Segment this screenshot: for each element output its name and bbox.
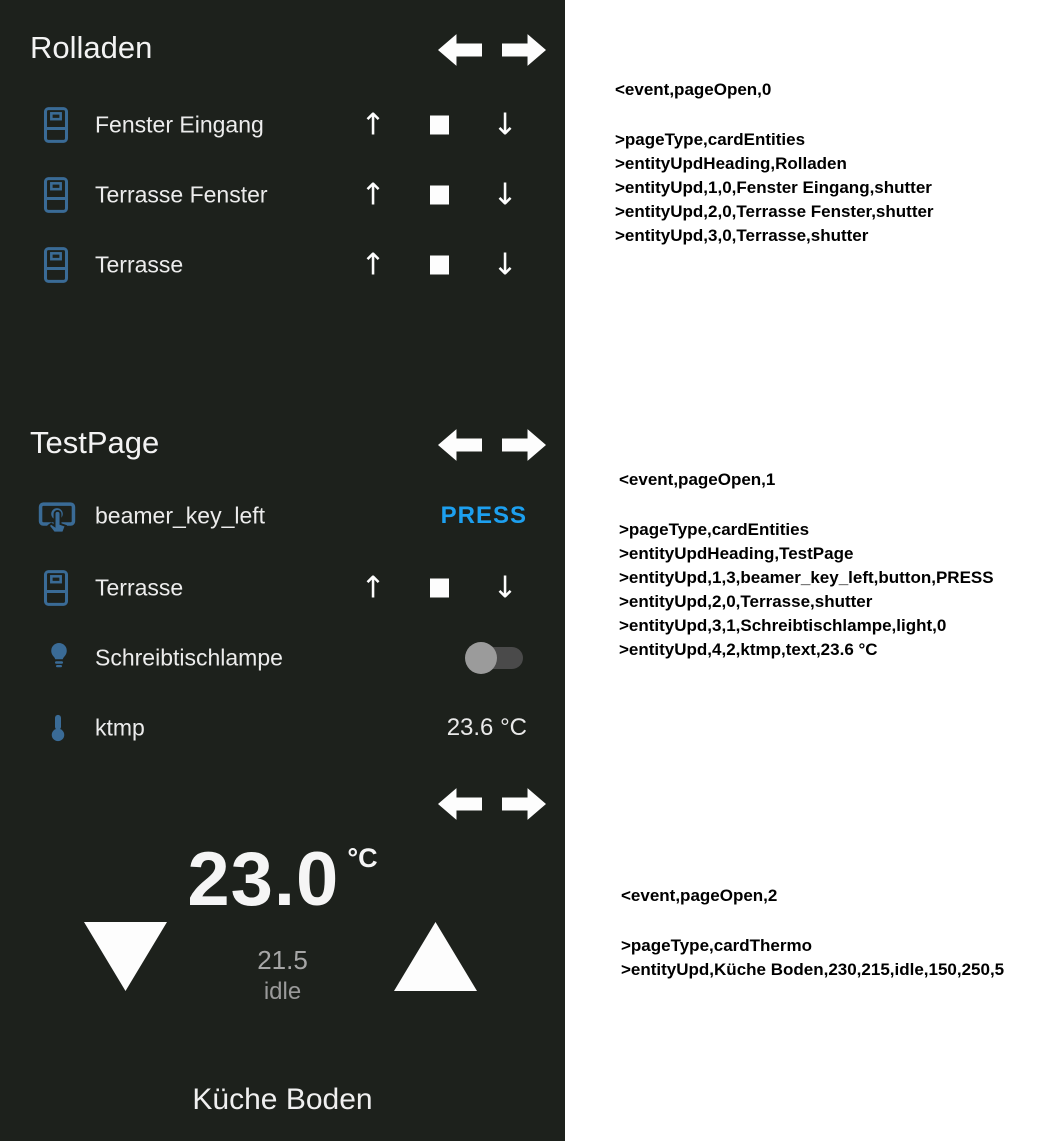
entity-label: Schreibtischlampe — [95, 644, 283, 671]
log-line: >entityUpdHeading,TestPage — [619, 544, 854, 563]
log-line: >pageType,cardThermo — [621, 936, 812, 955]
entity-label: Terrasse — [95, 574, 184, 601]
log-line: >entityUpd,3,1,Schreibtischlampe,light,0 — [619, 616, 947, 635]
shutter-down-button[interactable]: ↓ — [492, 107, 518, 143]
nav-prev-arrow-icon[interactable] — [438, 786, 482, 822]
toggle-knob — [465, 642, 497, 674]
window-shutter-icon — [42, 106, 70, 144]
log-event-line: <event,pageOpen,0 — [615, 80, 772, 99]
entity-label: Terrasse Fenster — [95, 181, 268, 208]
current-temperature-value: 23.0 — [187, 837, 340, 922]
card-thermo — [0, 770, 565, 1141]
shutter-up-button[interactable]: ↑ — [360, 107, 386, 143]
entity-row — [0, 704, 565, 752]
log-block-pageopen-2 — [621, 884, 1004, 982]
entity-label: ktmp — [95, 714, 145, 741]
log-line: >entityUpd,1,3,beamer_key_left,button,PRESS — [619, 568, 994, 587]
entity-row — [0, 173, 565, 217]
shutter-up-button[interactable]: ↑ — [360, 177, 386, 213]
card-entities-rolladen — [0, 0, 565, 420]
log-line: >entityUpd,2,0,Terrasse Fenster,shutter — [615, 202, 934, 221]
entity-row — [0, 492, 565, 540]
window-shutter-icon — [42, 569, 70, 607]
entity-label: Terrasse — [95, 251, 184, 278]
log-spacer — [615, 102, 934, 128]
shutter-stop-button[interactable] — [430, 116, 449, 135]
hvac-state: idle — [263, 978, 302, 1005]
shutter-down-button[interactable]: ↓ — [492, 177, 518, 213]
entity-row — [0, 243, 565, 287]
window-shutter-icon — [42, 246, 70, 284]
entity-label: Fenster Eingang — [95, 111, 264, 138]
log-block-pageopen-0 — [615, 78, 934, 248]
log-event-line: <event,pageOpen,2 — [621, 886, 778, 905]
shutter-up-button[interactable]: ↑ — [360, 570, 386, 606]
nav-prev-arrow-icon[interactable] — [438, 32, 482, 68]
target-temperature: 21.5 — [257, 945, 308, 975]
light-toggle-switch[interactable] — [465, 642, 527, 674]
thermostat-entity-name: Küche Boden — [192, 1083, 373, 1116]
nav-next-arrow-icon[interactable] — [502, 32, 546, 68]
log-line: >entityUpd,2,0,Terrasse,shutter — [619, 592, 873, 611]
log-line: >entityUpd,1,0,Fenster Eingang,shutter — [615, 178, 932, 197]
temperature-unit: °C — [347, 843, 378, 873]
nav-prev-arrow-icon[interactable] — [438, 427, 482, 463]
current-temperature — [0, 836, 565, 923]
shutter-down-button[interactable]: ↓ — [492, 570, 518, 606]
press-button[interactable]: PRESS — [440, 502, 527, 529]
nav-next-arrow-icon[interactable] — [502, 427, 546, 463]
lightbulb-icon — [44, 640, 74, 676]
window-shutter-icon — [42, 176, 70, 214]
entity-row — [0, 103, 565, 147]
log-line: >pageType,cardEntities — [615, 130, 806, 149]
log-line: >entityUpd,Küche Boden,230,215,idle,150,250,5 — [621, 960, 1005, 979]
nav-next-arrow-icon[interactable] — [502, 786, 546, 822]
log-line: >entityUpd,3,0,Terrasse,shutter — [615, 226, 869, 245]
entity-label: beamer_key_left — [95, 502, 266, 529]
log-line: >entityUpd,4,2,ktmp,text,23.6 °C — [619, 640, 878, 659]
card-entities-testpage — [0, 420, 565, 770]
log-event-line: <event,pageOpen,1 — [619, 470, 776, 489]
shutter-stop-button[interactable] — [430, 186, 449, 205]
page-title: TestPage — [30, 425, 160, 460]
shutter-stop-button[interactable] — [430, 256, 449, 275]
thermometer-icon — [48, 713, 68, 743]
sensor-value: 23.6 °C — [446, 714, 527, 741]
log-spacer — [621, 908, 1004, 934]
log-line: >entityUpdHeading,Rolladen — [615, 154, 847, 173]
log-spacer — [619, 492, 994, 518]
entity-row — [0, 564, 565, 612]
page-title: Rolladen — [30, 30, 153, 65]
shutter-down-button[interactable]: ↓ — [492, 247, 518, 283]
shutter-stop-button[interactable] — [430, 579, 449, 598]
shutter-up-button[interactable]: ↑ — [360, 247, 386, 283]
log-block-pageopen-1 — [619, 468, 994, 662]
gesture-tap-button-icon — [36, 495, 78, 537]
log-line: >pageType,cardEntities — [619, 520, 810, 539]
entity-row — [0, 634, 565, 682]
